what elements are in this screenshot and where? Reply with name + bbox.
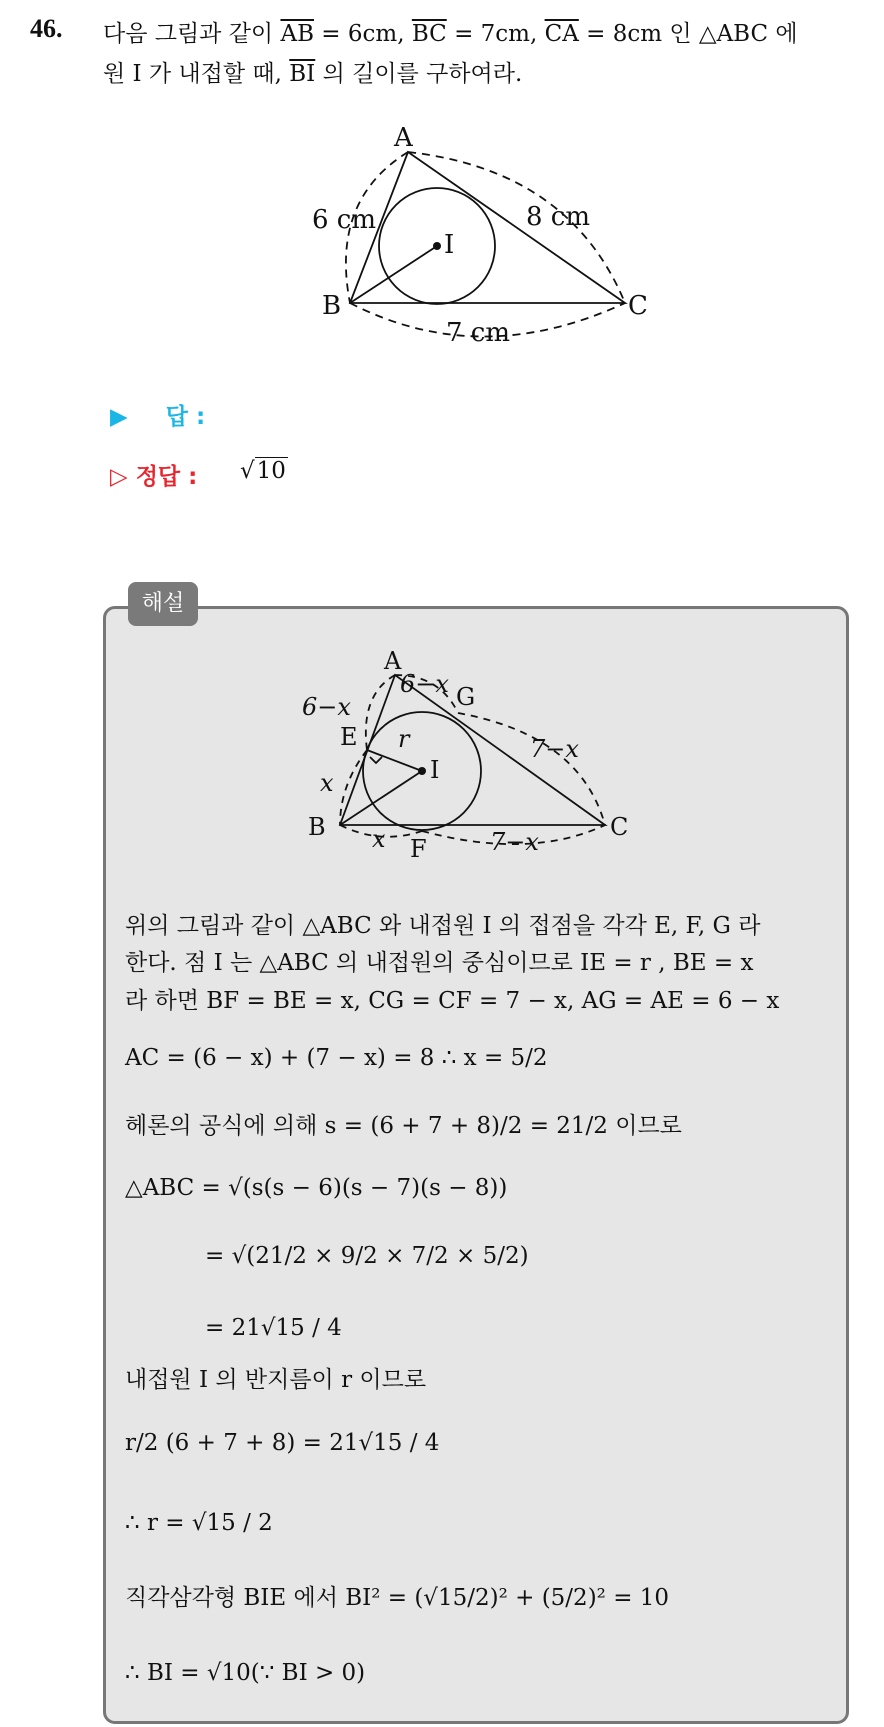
solution-line-10: r/2 (6 + 7 + 8) = 21√15 / 4 [125, 1430, 440, 1456]
label-ca-length: 8 cm [526, 202, 591, 232]
segment-bi [350, 246, 437, 303]
center-dot [433, 242, 441, 250]
solution-line-7: = √(21/2 × 9/2 × 7/2 × 5/2) [205, 1243, 529, 1269]
sol-label-f: F [410, 835, 427, 863]
solution-line-9: 내접원 I 의 반지름이 r 이므로 [125, 1367, 427, 1393]
segment-ie [367, 750, 422, 771]
question-number: 46. [30, 14, 63, 43]
correct-answer-label: 정답 : [135, 464, 198, 490]
solution-figure [300, 645, 660, 875]
solution-line-12: 직각삼각형 BIE 에서 BI² = (√15/2)² + (5/2)² = 10 [125, 1585, 670, 1611]
solution-line-13: ∴ BI = √10(∵ BI > 0) [125, 1660, 366, 1686]
label-a: A [394, 123, 413, 153]
label-bc-length: 7 cm [446, 318, 511, 348]
sol-label-ae: 6−x [302, 693, 351, 721]
label-ab-length: 6 cm [312, 205, 377, 235]
sol-label-e: E [340, 723, 358, 751]
sol-label-bf: x [372, 825, 386, 853]
sol-label-r: r [398, 725, 410, 753]
sol-label-fc: 7−x [490, 828, 539, 856]
correct-answer-value: √10 [240, 458, 286, 484]
answer-arrow-icon: ▶ [110, 404, 128, 430]
right-angle-mark [370, 757, 382, 763]
solution-line-4: AC = (6 − x) + (7 − x) = 8 ∴ x = 5/2 [125, 1045, 548, 1071]
correct-answer-row [110, 458, 197, 491]
solution-line-1: 위의 그림과 같이 △ABC 와 내접원 I 의 접점을 각각 E, F, G 라 [125, 913, 761, 939]
sol-label-c: C [610, 813, 629, 841]
label-b: B [322, 291, 342, 321]
sol-label-i: I [430, 756, 440, 784]
sol-label-g: G [456, 683, 476, 711]
solution-line-6: △ABC = √(s(s − 6)(s − 7)(s − 8)) [125, 1175, 508, 1201]
solution-line-8: = 21√15 / 4 [205, 1315, 342, 1341]
sol-label-gc: 7−x [530, 735, 579, 763]
sol-label-be: x [320, 769, 334, 797]
solution-line-11: ∴ r = √15 / 2 [125, 1510, 273, 1536]
correct-arrow-icon: ▷ [110, 464, 128, 490]
solution-line-5: 헤론의 공식에 의해 s = (6 + 7 + 8)/2 = 21/2 이므로 [125, 1113, 682, 1139]
sol-label-a: A [384, 647, 402, 675]
solution-tag: 해설 [128, 582, 198, 626]
triangle-figure [290, 110, 670, 360]
sol-label-b: B [308, 813, 326, 841]
question-text: 다음 그림과 같이 $\overline{AB} = 6cm$, $\overline{BC} = 7cm$, $\overline{CA} = 8cm$ 인 △ABC 에 원 I 가 내접할 때, $\overline{BI}$ 의 길이를 구하여라. [103, 21, 798, 87]
solution-line-2: 한다. 점 I 는 △ABC 의 내접원의 중심이므로 IE = r , BE = x [125, 950, 754, 976]
solution-line-3: 라 하면 BF = BE = x, CG = CF = 7 − x, AG = AE = 6 − x [125, 988, 780, 1014]
label-i: I [444, 230, 455, 260]
segment-bi [340, 771, 422, 825]
answer-label: 답 : [165, 404, 206, 430]
label-c: C [628, 291, 648, 321]
answer-row [110, 398, 205, 431]
sol-label-ag: 6−x [400, 670, 449, 698]
